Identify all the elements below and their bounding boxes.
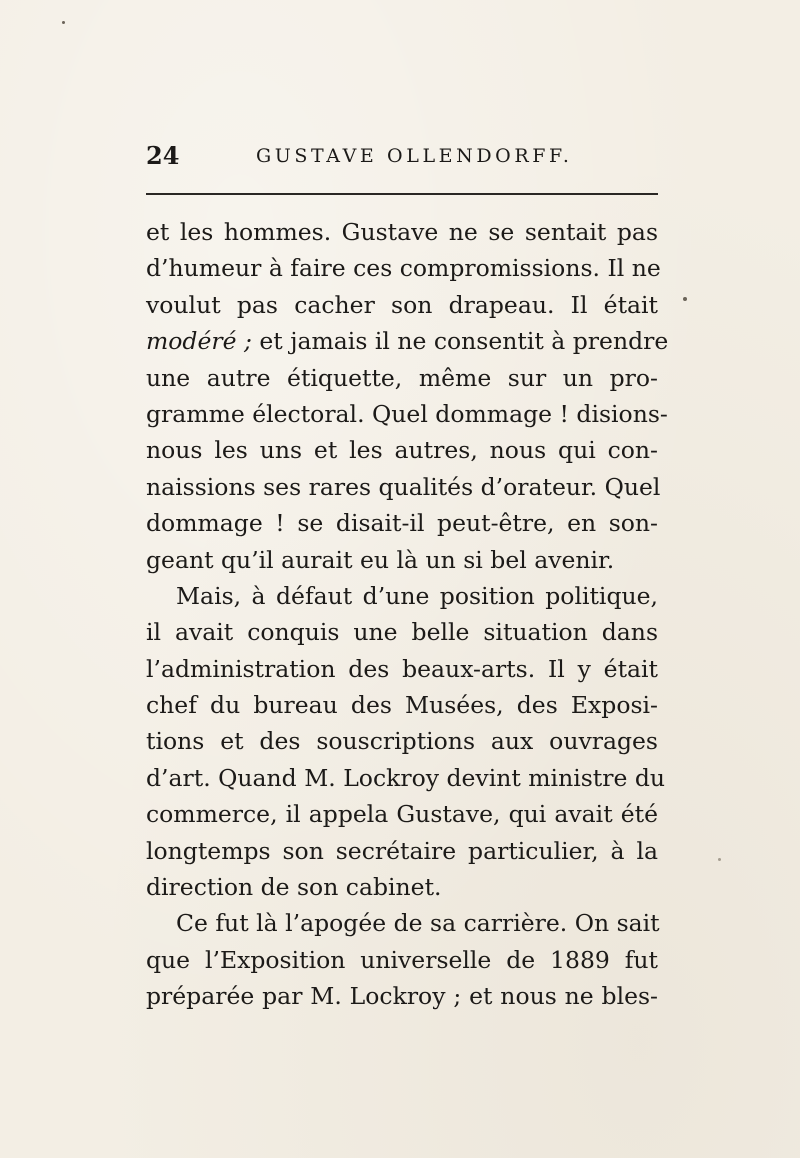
text-line: tions et des souscriptions aux ouvrages	[146, 727, 658, 756]
text-line: d’art. Quand M. Lockroy devint ministre du	[146, 763, 666, 792]
text-line-rest: et jamais il ne consentit à prendre	[251, 327, 669, 356]
text-line: longtemps son secrétaire particulier, à la	[146, 836, 658, 865]
text-line: commerce, il appela Gustave, qui avait été	[146, 800, 658, 829]
page-number: 24	[146, 141, 180, 170]
text-line: que l’Exposition universelle de 1889 fut	[146, 945, 658, 974]
text-line: il avait conquis une belle situation dans	[146, 618, 658, 647]
text-line: une autre étiquette, même sur un pro-	[146, 363, 658, 392]
italic-word: modéré ;	[146, 327, 252, 356]
text-line: l’administration des beaux-arts. Il y était	[146, 654, 658, 683]
text-line: et les hommes. Gustave ne se sentait pas	[146, 218, 658, 246]
text-line: chef du bureau des Musées, des Exposi-	[146, 691, 658, 720]
text-line: d’humeur à faire ces compromissions. Il ne	[146, 254, 661, 283]
paper-speck	[718, 858, 721, 861]
text-line: Mais, à défaut d’une position politique,	[176, 581, 658, 610]
text-line: Ce fut là l’apogée de sa carrière. On sait	[176, 909, 660, 938]
body-text	[146, 214, 669, 1015]
paper-speck	[62, 21, 65, 24]
text-line: gramme électoral. Quel dommage ! disions-	[146, 399, 668, 428]
header-rule	[146, 193, 658, 195]
paper-speck	[683, 297, 687, 301]
text-line: dommage ! se disait-il peut-être, en son-	[146, 509, 658, 538]
running-title: GUSTAVE OLLENDORFF.	[256, 145, 573, 167]
text-line: naissions ses rares qualités d’orateur. Quel	[146, 472, 661, 501]
text-line: geant qu’il aurait eu là un si bel avenir.	[146, 545, 615, 574]
text-line	[146, 323, 669, 359]
text-line: nous les uns et les autres, nous qui con-	[146, 436, 658, 465]
text-line: voulut pas cacher son drapeau. Il était	[146, 290, 658, 319]
page-header	[146, 141, 658, 181]
text-line: direction de son cabinet.	[146, 873, 442, 902]
text-line: préparée par M. Lockroy ; et nous ne bles-	[146, 982, 658, 1011]
